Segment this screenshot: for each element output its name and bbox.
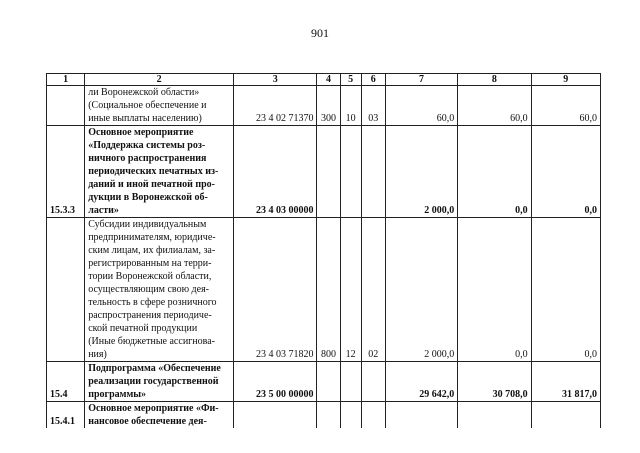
section [340,402,361,429]
subsection: 02 [361,218,385,362]
amount-col-8 [458,402,531,429]
row-description [85,218,234,362]
subsection [361,126,385,218]
table-row [47,362,601,402]
description-line: нансовое обеспечение дея- [88,416,207,427]
header-cell: 3 [234,74,317,86]
section [340,362,361,402]
header-cell: 2 [85,74,234,86]
description-line: ласти» [88,205,119,216]
table-row [47,402,601,429]
row-number [47,86,85,126]
description-line: Субсидии индивидуальным [88,219,207,230]
section: 12 [340,218,361,362]
amount-col-9: 0,0 [531,126,600,218]
description-line: ли Воронежской области» [88,87,200,98]
description-line: регистрированным на терри- [88,258,212,269]
row-description [85,126,234,218]
description-line: осуществляющим свою дея- [88,284,210,295]
description-line: программы» [88,389,147,400]
table-body [47,86,601,429]
amount-col-8: 0,0 [458,126,531,218]
amount-col-7: 2 000,0 [385,126,457,218]
expense-type [317,402,340,429]
header-cell: 1 [47,74,85,86]
description-line: предпринимателям, юридиче- [88,232,216,243]
description-line: (Социальное обеспечение и [88,100,207,111]
subsection [361,362,385,402]
row-number: 15.4.1 [47,402,85,429]
description-line: (Иные бюджетные ассигнова- [88,336,215,347]
table-row [47,218,601,362]
description-line: тельность в сфере розничного [88,297,217,308]
description-line: ния) [88,349,107,360]
row-number: 15.3.3 [47,126,85,218]
section: 10 [340,86,361,126]
description-line: даний и иной печатной про- [88,179,216,190]
amount-col-8: 60,0 [458,86,531,126]
description-line: Основное мероприятие «Фи- [88,403,219,414]
budget-table [46,73,601,428]
expense-type [317,126,340,218]
amount-col-9: 31 817,0 [531,362,600,402]
amount-col-9: 0,0 [531,218,600,362]
row-description [85,86,234,126]
amount-col-8: 0,0 [458,218,531,362]
description-line: ским лицам, их филиалам, за- [88,245,216,256]
subsection [361,402,385,429]
header-cell: 8 [458,74,531,86]
expense-type: 800 [317,218,340,362]
description-line: ничного распространения [88,153,207,164]
header-cell: 6 [361,74,385,86]
description-line: «Поддержка системы роз- [88,140,206,151]
expense-type [317,362,340,402]
amount-col-7: 29 642,0 [385,362,457,402]
header-row [47,74,601,86]
amount-col-7 [385,402,457,429]
amount-col-7: 2 000,0 [385,218,457,362]
header-cell: 9 [531,74,600,86]
description-line: распространения периодиче- [88,310,212,321]
page-number: 901 [311,26,329,40]
budget-code: 23 4 03 00000 [234,126,317,218]
header-cell: 5 [340,74,361,86]
row-description [85,402,234,429]
row-number: 15.4 [47,362,85,402]
budget-code: 23 4 03 71820 [234,218,317,362]
description-line: реализации государственной [88,376,219,387]
description-line: ской печатной продукции [88,323,198,334]
description-line: иные выплаты населению) [88,113,202,124]
amount-col-9 [531,402,600,429]
description-line: периодических печатных из- [88,166,219,177]
budget-code: 23 4 02 71370 [234,86,317,126]
budget-code [234,402,317,429]
subsection: 03 [361,86,385,126]
expense-type: 300 [317,86,340,126]
table-row [47,126,601,218]
header-cell: 7 [385,74,457,86]
amount-col-8: 30 708,0 [458,362,531,402]
row-number [47,218,85,362]
section [340,126,361,218]
description-line: тории Воронежской области, [88,271,212,282]
description-line: Подпрограмма «Обеспечение [88,363,221,374]
row-description [85,362,234,402]
description-line: Основное мероприятие [88,127,194,138]
header-cell: 4 [317,74,340,86]
budget-code: 23 5 00 00000 [234,362,317,402]
amount-col-9: 60,0 [531,86,600,126]
amount-col-7: 60,0 [385,86,457,126]
table-row [47,86,601,126]
description-line: дукции в Воронежской об- [88,192,208,203]
